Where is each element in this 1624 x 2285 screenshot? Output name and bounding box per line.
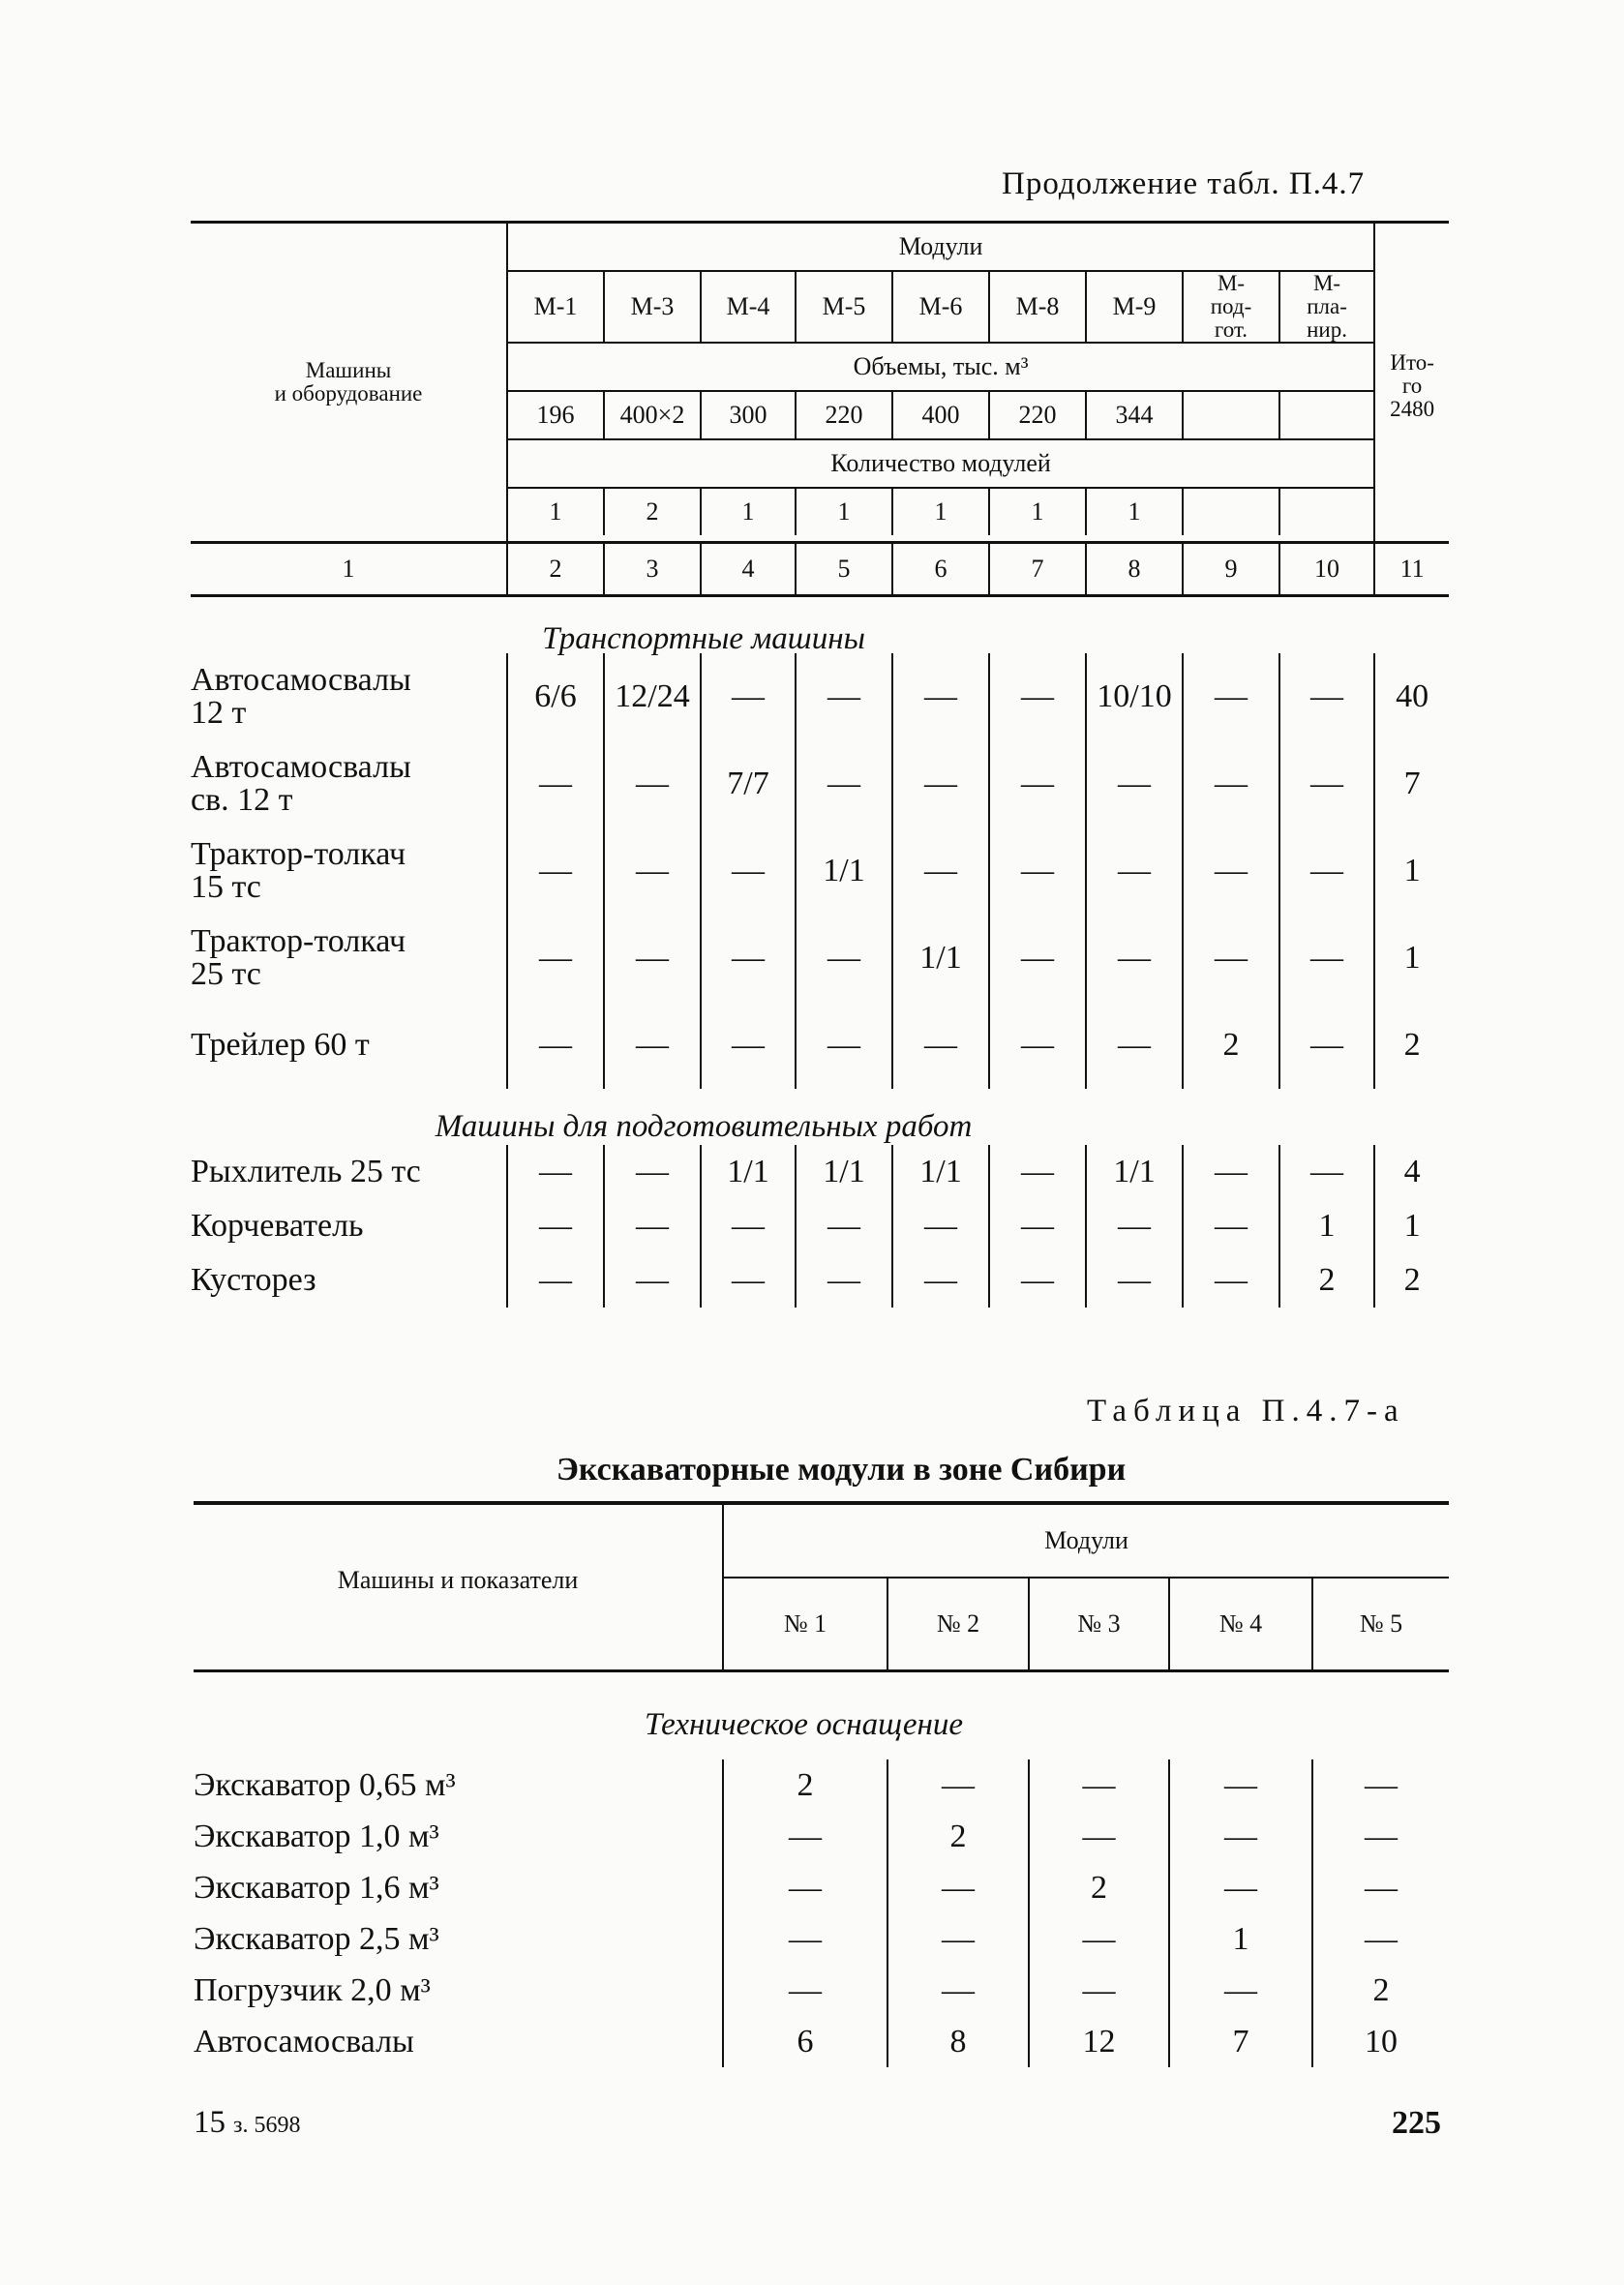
value-cell: — xyxy=(723,1862,887,1913)
value-cell: 10/10 xyxy=(1086,653,1183,740)
value-cell: 6 xyxy=(723,2016,887,2067)
value-cell: — xyxy=(796,915,892,1002)
row-header xyxy=(191,223,507,543)
module-name: М-8 xyxy=(989,271,1086,343)
machine-name-line: Трейлер 60 т xyxy=(191,1027,370,1063)
table-row xyxy=(194,1671,1449,1760)
module-name xyxy=(1279,271,1374,343)
value-cell: — xyxy=(701,827,796,915)
count-value: 1 xyxy=(701,488,796,535)
section-heading xyxy=(191,596,1449,654)
value-cell: — xyxy=(604,740,701,827)
value-cell: — xyxy=(507,740,604,827)
machine-name-line: 12 т xyxy=(191,695,247,731)
value-cell: 2 xyxy=(1312,1965,1449,2016)
column-number: 10 xyxy=(1279,543,1374,596)
value-cell: — xyxy=(892,827,989,915)
row-header: Машины и показатели xyxy=(194,1503,723,1671)
module-name: М-6 xyxy=(892,271,989,343)
total-value: 2480 xyxy=(1390,397,1435,421)
column-number: 7 xyxy=(989,543,1086,596)
value-cell: 1/1 xyxy=(892,1145,989,1199)
total-cell: 7 xyxy=(1374,740,1449,827)
value-cell: — xyxy=(604,1253,701,1308)
value-cell: — xyxy=(1312,1862,1449,1913)
value-cell: — xyxy=(892,1199,989,1253)
value-cell: 2 xyxy=(887,1811,1029,1862)
module-name-line: М- xyxy=(1217,271,1246,295)
modules-label: Модули xyxy=(723,1503,1449,1578)
value-cell: 2 xyxy=(1279,1253,1374,1308)
column-number: 11 xyxy=(1374,543,1449,596)
table-title: Экскаваторные модули в зоне Сибири xyxy=(556,1452,1127,1488)
module-name: М-1 xyxy=(507,271,604,343)
value-cell: 1 xyxy=(1279,1199,1374,1253)
row-header-line: Машины xyxy=(305,358,392,382)
value-cell: — xyxy=(1169,1965,1312,2016)
count-value: 1 xyxy=(507,488,604,535)
value-cell: — xyxy=(1183,1199,1279,1253)
value-cell: 2 xyxy=(1183,1002,1279,1089)
table-row xyxy=(191,1145,1449,1199)
value-cell: — xyxy=(1183,915,1279,1002)
column-number: 4 xyxy=(701,543,796,596)
value-cell: 12/24 xyxy=(604,653,701,740)
volumes-label: Объемы, тыс. м³ xyxy=(507,343,1374,391)
table-row xyxy=(191,653,1449,740)
value-cell: — xyxy=(1086,1002,1183,1089)
table-row xyxy=(194,1913,1449,1965)
value-cell: — xyxy=(1279,1145,1374,1199)
value-cell: 12 xyxy=(1029,2016,1169,2067)
module-name-line: М- xyxy=(1312,271,1341,295)
value-cell: — xyxy=(723,1811,887,1862)
machine-name-line: Автосамосвалы xyxy=(191,749,411,785)
value-cell: — xyxy=(989,915,1086,1002)
value-cell: — xyxy=(701,915,796,1002)
value-cell: 1/1 xyxy=(701,1145,796,1199)
value-cell: — xyxy=(604,827,701,915)
value-cell: — xyxy=(892,1002,989,1089)
machine-name xyxy=(191,915,507,1002)
value-cell: — xyxy=(1279,653,1374,740)
value-cell: — xyxy=(989,653,1086,740)
volume-value xyxy=(1279,391,1374,439)
module-name: № 2 xyxy=(887,1578,1029,1671)
value-cell: — xyxy=(507,1002,604,1089)
total-cell: 2 xyxy=(1374,1253,1449,1308)
value-cell: — xyxy=(796,1199,892,1253)
value-cell: — xyxy=(507,1145,604,1199)
section-heading xyxy=(194,1671,1449,1760)
value-cell: — xyxy=(1312,1913,1449,1965)
table-row xyxy=(194,1965,1449,2016)
value-cell: — xyxy=(796,653,892,740)
value-cell: — xyxy=(887,1862,1029,1913)
table-row xyxy=(191,1002,1449,1089)
module-name: М-4 xyxy=(701,271,796,343)
value-cell: — xyxy=(1183,740,1279,827)
volume-value: 196 xyxy=(507,391,604,439)
machine-name: Рыхлитель 25 тс xyxy=(191,1154,421,1189)
value-cell: — xyxy=(1183,653,1279,740)
total-cell: 1 xyxy=(1374,915,1449,1002)
volume-value: 400×2 xyxy=(604,391,701,439)
value-cell: — xyxy=(1312,1759,1449,1811)
value-cell: — xyxy=(892,1253,989,1308)
machine-name-line: Автосамосвалы xyxy=(191,662,411,698)
column-number: 8 xyxy=(1086,543,1183,596)
value-cell: — xyxy=(892,740,989,827)
total-cell: 40 xyxy=(1374,653,1449,740)
machine-name: Экскаватор 1,0 м³ xyxy=(194,1818,439,1854)
value-cell: 1/1 xyxy=(892,915,989,1002)
table-row xyxy=(191,1199,1449,1253)
value-cell: 1/1 xyxy=(1086,1145,1183,1199)
value-cell: — xyxy=(701,653,796,740)
value-cell: — xyxy=(796,1002,892,1089)
value-cell: 7/7 xyxy=(701,740,796,827)
section-title: Машины для подготовительных работ xyxy=(435,1108,973,1144)
value-cell: — xyxy=(507,1199,604,1253)
machine-name: Экскаватор 1,6 м³ xyxy=(194,1869,439,1906)
count-value xyxy=(1279,488,1374,535)
value-cell: 8 xyxy=(887,2016,1029,2067)
count-value: 1 xyxy=(796,488,892,535)
footer-sheet-mark: 15 з. 5698 xyxy=(194,2105,301,2140)
count-label: Количество модулей xyxy=(507,439,1374,488)
module-name-line: пла- xyxy=(1307,294,1347,318)
value-cell: — xyxy=(604,1145,701,1199)
volume-value: 220 xyxy=(796,391,892,439)
count-value: 1 xyxy=(1086,488,1183,535)
value-cell: — xyxy=(1279,740,1374,827)
module-name: № 1 xyxy=(723,1578,887,1671)
machine-name-line: 15 тс xyxy=(191,869,261,905)
value-cell: — xyxy=(989,1253,1086,1308)
value-cell: — xyxy=(1169,1811,1312,1862)
table-row xyxy=(191,223,1449,272)
value-cell: 10 xyxy=(1312,2016,1449,2067)
machine-name: Погрузчик 2,0 м³ xyxy=(194,1971,431,2008)
table-row xyxy=(191,1253,1449,1308)
value-cell: — xyxy=(1086,827,1183,915)
module-name-line: гот. xyxy=(1214,317,1248,342)
module-name-line: под- xyxy=(1210,294,1252,318)
machine-name: Автосамосвалы xyxy=(194,2023,414,2060)
total-label: Ито- xyxy=(1390,350,1434,375)
table-row xyxy=(194,1811,1449,1862)
total-header xyxy=(1374,223,1449,543)
value-cell: — xyxy=(989,1199,1086,1253)
count-value: 1 xyxy=(989,488,1086,535)
value-cell: — xyxy=(1029,1811,1169,1862)
value-cell: — xyxy=(989,740,1086,827)
volume-value: 344 xyxy=(1086,391,1183,439)
table-row xyxy=(194,1862,1449,1913)
value-cell: 1/1 xyxy=(796,827,892,915)
value-cell: — xyxy=(796,1253,892,1308)
module-name xyxy=(1183,271,1279,343)
column-number: 9 xyxy=(1183,543,1279,596)
column-number: 3 xyxy=(604,543,701,596)
machine-name xyxy=(191,740,507,827)
count-value: 2 xyxy=(604,488,701,535)
value-cell: — xyxy=(1086,1253,1183,1308)
value-cell: — xyxy=(701,1002,796,1089)
total-cell: 1 xyxy=(1374,827,1449,915)
total-cell: 4 xyxy=(1374,1145,1449,1199)
value-cell: — xyxy=(887,1759,1029,1811)
count-value: 1 xyxy=(892,488,989,535)
table-row xyxy=(191,596,1449,654)
column-number: 5 xyxy=(796,543,892,596)
machine-name: Экскаватор 2,5 м³ xyxy=(194,1920,439,1957)
machine-name: Кусторез xyxy=(191,1262,316,1298)
value-cell: — xyxy=(1183,1253,1279,1308)
module-name: М-5 xyxy=(796,271,892,343)
table-row xyxy=(194,2016,1449,2067)
module-name: № 5 xyxy=(1312,1578,1449,1671)
value-cell: — xyxy=(1279,827,1374,915)
value-cell: — xyxy=(507,827,604,915)
value-cell: — xyxy=(1183,827,1279,915)
table-row xyxy=(191,740,1449,827)
table-row xyxy=(191,543,1449,596)
table-row xyxy=(191,915,1449,1002)
value-cell: 1 xyxy=(1169,1913,1312,1965)
column-number: 1 xyxy=(191,543,507,596)
machine-name xyxy=(191,827,507,915)
excavator-modules-table xyxy=(194,1501,1449,2067)
value-cell: — xyxy=(507,915,604,1002)
value-cell: — xyxy=(723,1913,887,1965)
column-number: 2 xyxy=(507,543,604,596)
table-row xyxy=(194,1759,1449,1811)
table-row xyxy=(191,1089,1449,1145)
value-cell: — xyxy=(1029,1759,1169,1811)
value-cell: — xyxy=(1086,915,1183,1002)
value-cell: — xyxy=(701,1199,796,1253)
value-cell: — xyxy=(1086,1199,1183,1253)
machine-name-line: св. 12 т xyxy=(191,782,293,818)
module-name: М-3 xyxy=(604,271,701,343)
machine-name-line: 25 тс xyxy=(191,956,261,992)
section-title: Транспортные машины xyxy=(542,620,865,656)
machine-name: Экскаватор 0,65 м³ xyxy=(194,1766,456,1803)
volume-value: 300 xyxy=(701,391,796,439)
modules-label: Модули xyxy=(507,223,1374,272)
value-cell: 6/6 xyxy=(507,653,604,740)
value-cell: — xyxy=(1169,1759,1312,1811)
value-cell: — xyxy=(1183,1145,1279,1199)
value-cell: — xyxy=(892,653,989,740)
value-cell: — xyxy=(604,1002,701,1089)
value-cell: — xyxy=(1279,915,1374,1002)
machine-name: Корчеватель xyxy=(191,1208,364,1244)
row-header-line: и оборудование xyxy=(274,381,423,406)
value-cell: — xyxy=(989,1145,1086,1199)
module-name: М-9 xyxy=(1086,271,1183,343)
continuation-title: Продолжение табл. П.4.7 xyxy=(1002,166,1366,201)
module-name: № 4 xyxy=(1169,1578,1312,1671)
total-label: го xyxy=(1401,374,1423,398)
machines-table xyxy=(191,221,1449,1308)
value-cell: 1/1 xyxy=(796,1145,892,1199)
value-cell: — xyxy=(1312,1811,1449,1862)
value-cell: — xyxy=(989,827,1086,915)
volume-value: 220 xyxy=(989,391,1086,439)
value-cell: — xyxy=(887,1965,1029,2016)
value-cell: — xyxy=(723,1965,887,2016)
value-cell: — xyxy=(887,1913,1029,1965)
section-title: Техническое оснащение xyxy=(645,1706,964,1742)
value-cell: — xyxy=(1279,1002,1374,1089)
value-cell: 2 xyxy=(1029,1862,1169,1913)
value-cell: — xyxy=(1029,1913,1169,1965)
value-cell: — xyxy=(989,1002,1086,1089)
total-cell: 1 xyxy=(1374,1199,1449,1253)
column-number: 6 xyxy=(892,543,989,596)
value-cell: — xyxy=(604,915,701,1002)
volume-value xyxy=(1183,391,1279,439)
module-name-line: нир. xyxy=(1307,317,1347,342)
value-cell: 7 xyxy=(1169,2016,1312,2067)
value-cell: — xyxy=(1169,1862,1312,1913)
value-cell: 2 xyxy=(723,1759,887,1811)
value-cell: — xyxy=(1086,740,1183,827)
table-label: Таблица П.4.7-а xyxy=(1087,1394,1405,1428)
page-number: 225 xyxy=(1392,2105,1441,2141)
machine-name-line: Трактор-толкач xyxy=(191,923,406,959)
total-cell: 2 xyxy=(1374,1002,1449,1089)
machine-name xyxy=(191,1002,507,1089)
count-value xyxy=(1183,488,1279,535)
table-row xyxy=(194,1503,1449,1578)
value-cell: — xyxy=(507,1253,604,1308)
value-cell: — xyxy=(604,1199,701,1253)
value-cell: — xyxy=(701,1253,796,1308)
value-cell: — xyxy=(796,740,892,827)
section-heading xyxy=(191,1089,1449,1145)
machine-name xyxy=(191,653,507,740)
value-cell: — xyxy=(1029,1965,1169,2016)
table-row xyxy=(191,827,1449,915)
machine-name-line: Трактор-толкач xyxy=(191,836,406,872)
module-name: № 3 xyxy=(1029,1578,1169,1671)
volume-value: 400 xyxy=(892,391,989,439)
